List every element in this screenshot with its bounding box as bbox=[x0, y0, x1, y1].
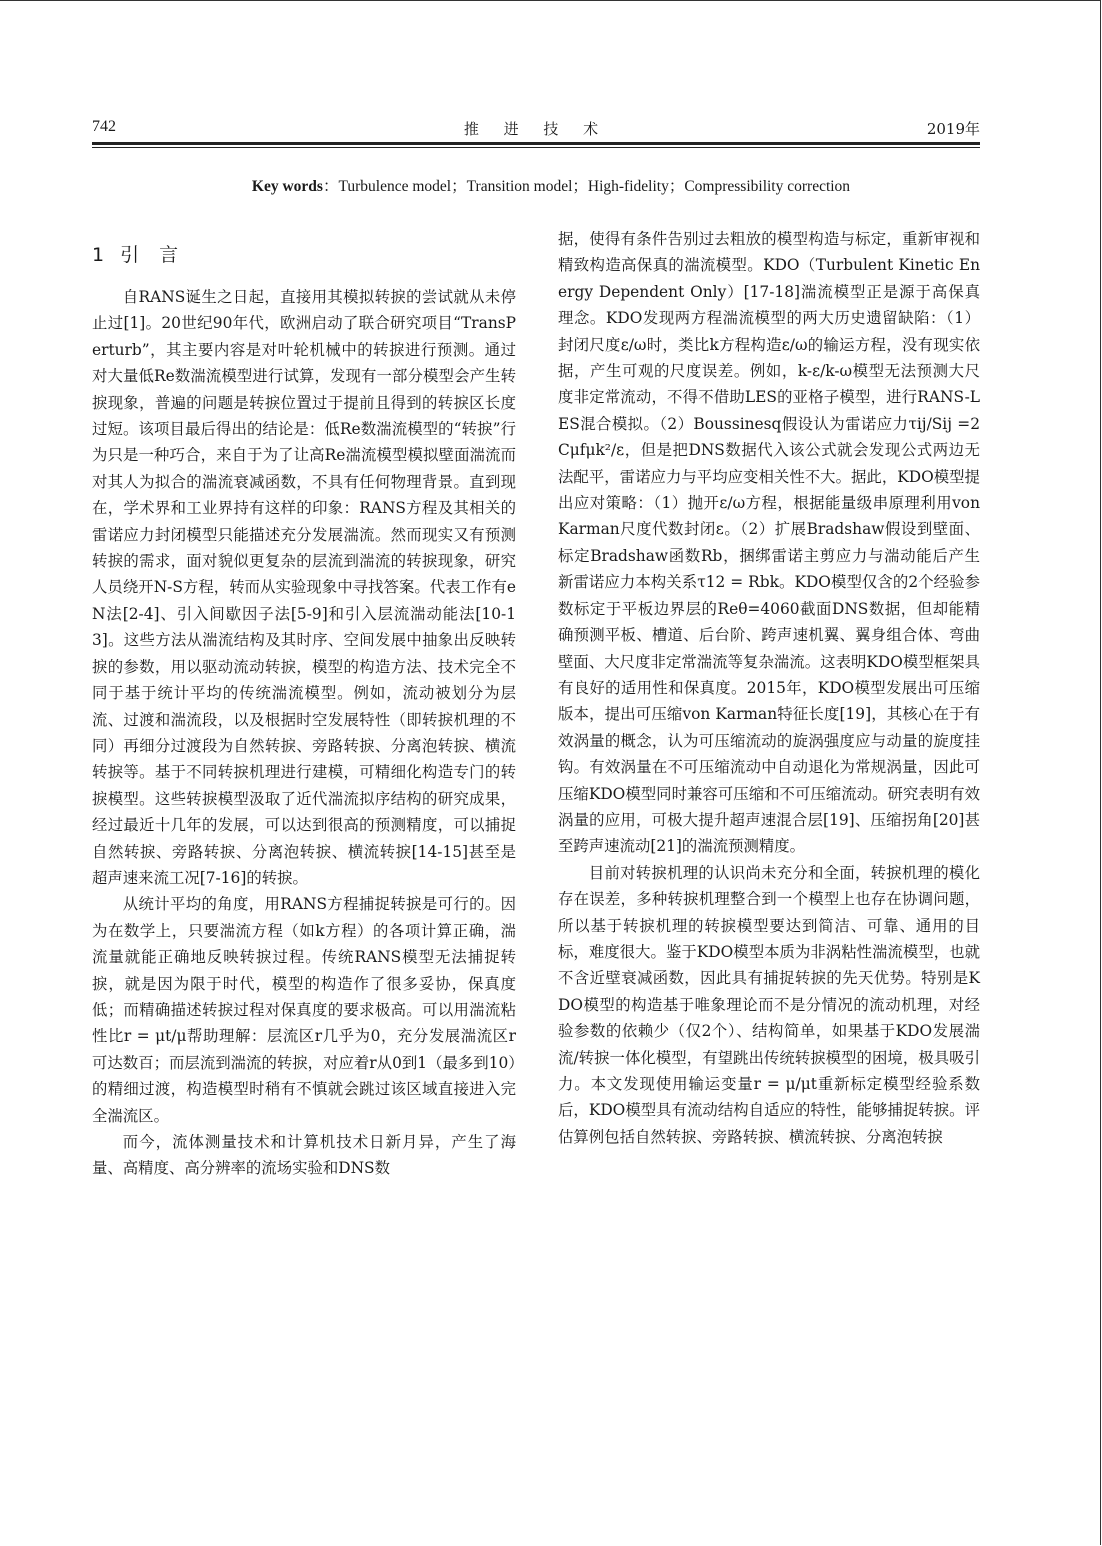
keywords-text: ：Turbulence model；Transition model；High-fidelity；Compressibility correction bbox=[322, 178, 851, 195]
paragraph: 目前对转捩机理的认识尚未充分和全面，转捩机理的模化存在误差，多种转捩机理整合到一个模型上也存在协调问题，所以基于转捩机理的转捩模型要达到简洁、可靠、通用的目标，难度很大。鉴于KDO模型本质为非涡粘性湍流模型，也就不含近壁衰减函数，因此具有捕捉转捩的先天优势。特别是KDO模型的构造基于唯象理论而不是分情况的流动机理，对经验参数的依赖少（仅2个）、结构简单，如果基于KDO发展湍流/转捩一体化模型，有望跳出传统转捩模型的困境，极具吸引力。本文发现使用输运变量r = μ/μt重新标定模型经验系数后，KDO模型具有流动结构自适应的特性，能够捕捉转捩。评估算例包括自然转捩、旁路转捩、横流转捩、分离泡转捩 bbox=[558, 863, 980, 1146]
section-number: 1 bbox=[92, 244, 105, 266]
paragraph: 而今，流体测量技术和计算机技术日新月异，产生了海量、高精度、高分辨率的流场实验和DNS数 bbox=[92, 1133, 516, 1178]
right-column bbox=[558, 226, 980, 1150]
section-title: 引言 bbox=[120, 244, 199, 266]
running-header bbox=[92, 116, 980, 142]
header-rule-thin bbox=[92, 147, 980, 148]
page-number: 742 bbox=[92, 118, 116, 135]
paragraph: 从统计平均的角度，用RANS方程捕捉转捩是可行的。因为在数学上，只要湍流方程（如k方程）的各项计算正确，湍流量就能正确地反映转捩过程。传统RANS模型无法捕捉转捩，就是因为限于时代，模型的构造作了很多妥协，保真度低；而精确描述转捩过程对保真度的要求极高。可以用湍流粘性比r = μt/μ帮助理解：层流区r几乎为0，充分发展湍流区r可达数百；而层流到湍流的转捩，对应着r从0到1（最多到10）的精细过渡，构造模型时稍有不慎就会跳过该区域直接进入完全湍流区。 bbox=[92, 895, 516, 1125]
keywords-line bbox=[0, 174, 1102, 196]
journal-title: 推 进 技 术 bbox=[463, 120, 609, 138]
section-heading bbox=[92, 240, 516, 270]
header-rule-thick bbox=[92, 142, 980, 145]
left-column bbox=[92, 226, 516, 1182]
keywords-label: Key words bbox=[251, 178, 323, 195]
paragraph: 自RANS诞生之日起，直接用其模拟转捩的尝试就从未停止过[1]。20世纪90年代，欧洲启动了联合研究项目“TransPerturb”，其主要内容是对叶轮机械中的转捩进行预测。通过对大量低Re数湍流模型进行试算，发现有一部分模型会产生转捩现象，普遍的问题是转捩位置过于提前且得到的转捩区长度过短。该项目最后得出的结论是：低Re数湍流模型的“转捩”行为只是一种巧合，来自于为了让高Re湍流模型模拟壁面湍流而对其人为拟合的湍流衰减函数，不具有任何物理背景。直到现在，学术界和工业界持有这样的印象：RANS方程及其相关的雷诺应力封闭模型只能描述充分发展湍流。然而现实又有预测转捩的需求，面对貌似更复杂的层流到湍流的转捩现象，研究人员绕开N-S方程，转而从实验现象中寻找答案。代表工作有eN法[2-4]、引入间歇因子法[5-9]和引入层流湍动能法[10-13]。这些方法从湍流结构及其时序、空间发展中抽象出反映转捩的参数，用以驱动流动转捩，模型的构造方法、技术完全不同于基于统计平均的传统湍流模型。例如，流动被划分为层流、过渡和湍流段，以及根据时空发展特性（即转捩机理的不同）再细分过渡段为自然转捩、旁路转捩、分离泡转捩、横流转捩等。基于不同转捩机理进行建模，可精细化构造专门的转捩模型。这些转捩模型汲取了近代湍流拟序结构的研究成果，经过最近十几年的发展，可以达到很高的预测精度，可以捕捉自然转捩、旁路转捩、分离泡转捩、横流转捩[14-15]甚至是超声速来流工况[7-16]的转捩。 bbox=[92, 288, 516, 887]
publication-year: 2019年 bbox=[926, 120, 980, 138]
paragraph: 据，使得有条件告别过去粗放的模型构造与标定，重新审视和精致构造高保真的湍流模型。KDO（Turbulent Kinetic Energy Dependent Only）[17-18]湍流模型正是源于高保真理念。KDO发现两方程湍流模型的两大历史遗留缺陷：（1）封闭尺度ε/ω时，类比k方程构造ε/ω的输运方程，没有现实依据，产生可观的尺度误差。例如，k-ε/k-ω模型无法预测大尺度非定常流动，不得不借助LES的亚格子模型，进行RANS-LES混合模拟。（2）Boussinesq假设认为雷诺应力τij/Sij =2Cμfμk²/ε，但是把DNS数据代入该公式就会发现公式两边无法配平，雷诺应力与平均应变相关性不大。据此，KDO模型提出应对策略：（1）抛开ε/ω方程，根据能量级串原理利用von Karman尺度代数封闭ε。（2）扩展Bradshaw假设到壁面、标定Bradshaw函数Rb，捆绑雷诺主剪应力与湍动能后产生新雷诺应力本构关系τ12 = Rbk。KDO模型仅含的2个经验参数标定于平板边界层的Reθ=4060截面DNS数据，但却能精确预测平板、槽道、后台阶、跨声速机翼、翼身组合体、弯曲壁面、大尺度非定常湍流等复杂湍流。这表明KDO模型框架具有良好的适用性和保真度。2015年，KDO模型发展出可压缩版本，提出可压缩von Karman特征长度[19]，其核心在于有效涡量的概念，认为可压缩流动的旋涡强度应与动量的旋度挂钩。有效涡量在不可压缩流动中自动退化为常规涡量，因此可压缩KDO模型同时兼容可压缩和不可压缩流动。研究表明有效涡量的应用，可极大提升超声速混合层[19]、压缩拐角[20]甚至跨声速流动[21]的湍流预测精度。 bbox=[558, 230, 980, 856]
